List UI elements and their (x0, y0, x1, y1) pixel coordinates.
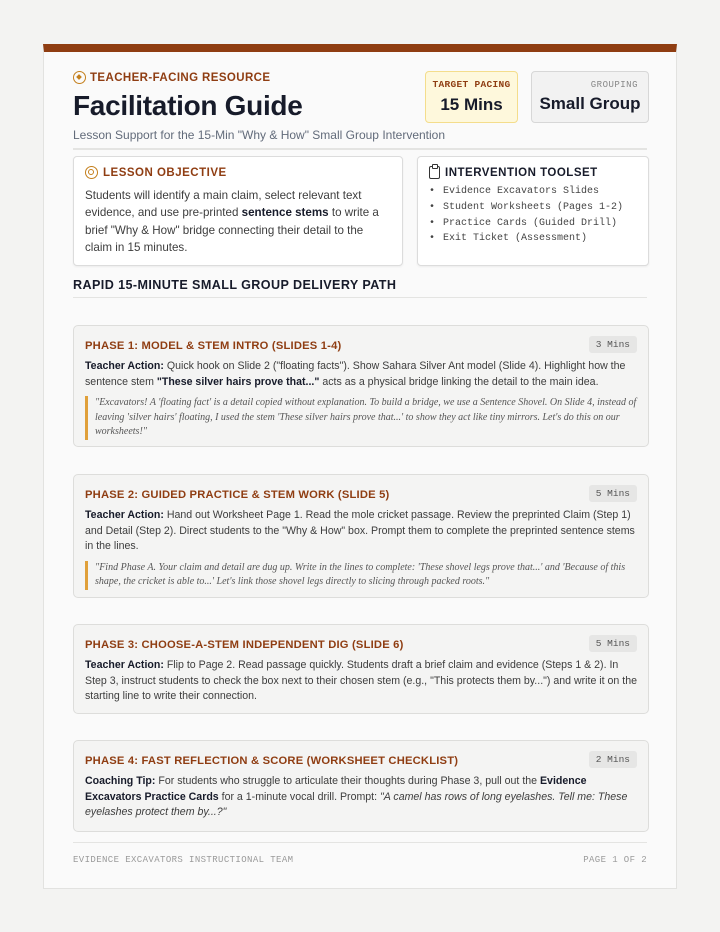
intervention-toolset-card (417, 156, 649, 266)
phase-card-4 (73, 740, 649, 832)
target-pacing-badge (425, 71, 518, 123)
compass-icon (73, 71, 86, 84)
footer-divider (73, 842, 647, 843)
grouping-badge (531, 71, 649, 123)
clipboard-icon (429, 166, 440, 179)
section-divider (73, 297, 647, 298)
pacing-value: 15 Mins (440, 95, 503, 114)
toolset-list (429, 184, 637, 247)
footer-page-number: PAGE 1 OF 2 (583, 855, 647, 865)
objective-heading (85, 166, 391, 179)
footer-team: EVIDENCE EXCAVATORS INSTRUCTIONAL TEAM (73, 855, 294, 865)
list-item: • Student Worksheets (Pages 1-2) (429, 200, 637, 216)
target-icon (85, 166, 98, 179)
toolset-title: INTERVENTION TOOLSET (445, 166, 598, 179)
phase-action: Teacher Action: Quick hook on Slide 2 ("floating facts"). Show Sahara Silver Ant model (Slide 4). Highlight how the sentence stem "These silver hairs prove that..." acts as a physical bridge linking the detail to the main idea. (85, 360, 626, 388)
list-item: • Exit Ticket (Assessment) (429, 231, 637, 247)
phase-script-quote: "Find Phase A. Your claim and detail are dug up. Write in the lines to complete: 'These shovel legs prove that...' and 'Because of this shape, the cricket is able to...' Let's link those shovel legs directly to slicing through packed roots." (85, 561, 637, 590)
phase-time-badge: 3 Mins (589, 336, 637, 353)
phase-card-3 (73, 624, 649, 714)
phase-action: Teacher Action: Hand out Worksheet Page 1. Read the mole cricket passage. Review the preprinted Claim (Step 1) and Detail (Step 2). Direct students to the "Why & How" box. Prompt them to complete the preprinted sentence stems in the lines. (85, 509, 635, 552)
phase-title: PHASE 2: GUIDED PRACTICE & STEM WORK (SLIDE 5) (85, 489, 390, 501)
list-item: • Practice Cards (Guided Drill) (429, 216, 637, 232)
phase-title: PHASE 4: FAST REFLECTION & SCORE (WORKSHEET CHECKLIST) (85, 755, 459, 767)
phase-script-quote: "Excavators! A 'floating fact' is a detail copied without explanation. To build a bridge, we use a Sentence Shovel. On Slide 4, instead of leaving 'silver hairs' floating, I used the stem 'These silver hairs prove that...' to show they act like tiny mirrors. Let's do this on our worksheets!" (85, 396, 637, 440)
grouping-value: Small Group (539, 94, 641, 113)
phase-coaching-tip: Coaching Tip: For students who struggle to articulate their thoughts during Phase 3, pull out the Evidence Excavators Practice Cards for a 1-minute vocal drill. Prompt: "A camel has rows of long eyelashes. Tell me: These eyelashes protect them by...?" (85, 775, 628, 818)
resource-eyebrow (73, 71, 270, 84)
objective-text: Students will identify a main claim, select relevant text evidence, and use pre-printed sentence stems to write a brief "Why & How" bridge connecting their detail to the claim in 15 minutes. (85, 189, 379, 255)
toolset-heading (429, 166, 637, 179)
phase-card-1 (73, 325, 649, 447)
phase-card-2 (73, 474, 649, 598)
section-title: RAPID 15-MINUTE SMALL GROUP DELIVERY PATH (73, 278, 397, 292)
phase-title: PHASE 3: CHOOSE-A-STEM INDEPENDENT DIG (SLIDE 6) (85, 639, 404, 651)
page-title: Facilitation Guide (73, 90, 303, 121)
objective-title: LESSON OBJECTIVE (103, 166, 227, 179)
phase-time-badge: 2 Mins (589, 751, 637, 768)
phase-time-badge: 5 Mins (589, 485, 637, 502)
list-item: • Evidence Excavators Slides (429, 184, 637, 200)
phase-title: PHASE 1: MODEL & STEM INTRO (SLIDES 1-4) (85, 340, 342, 352)
lesson-objective-card (73, 156, 403, 266)
phase-action: Teacher Action: Flip to Page 2. Read passage quickly. Students draft a brief claim and evidence (Steps 1 & 2). In Step 3, instruct students to check the box next to their chosen stem (e.g., "This protects them by...") and write it on the starting line to write their connection. (85, 659, 637, 702)
grouping-label: GROUPING (590, 80, 638, 90)
eyebrow-label: TEACHER-FACING RESOURCE (90, 71, 271, 84)
pacing-label: TARGET PACING (432, 79, 511, 90)
page-subtitle: Lesson Support for the 15-Min "Why & How" Small Group Intervention (73, 128, 446, 142)
phase-time-badge: 5 Mins (589, 635, 637, 652)
header-divider (73, 148, 647, 150)
document-page (43, 44, 677, 889)
